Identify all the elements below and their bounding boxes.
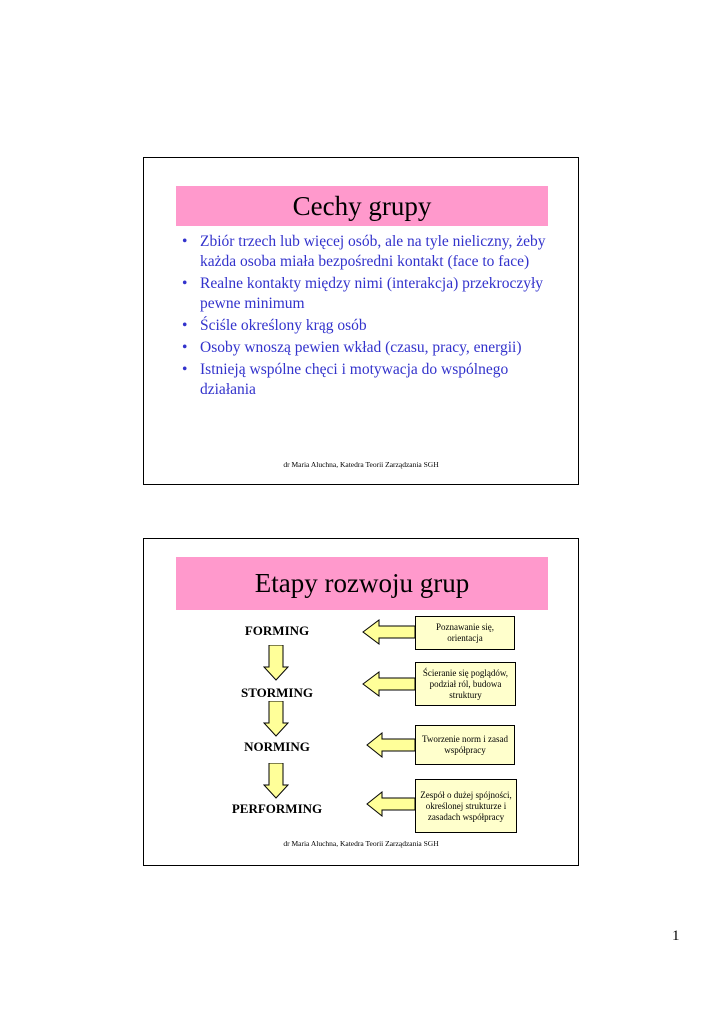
stage-forming: FORMING <box>244 623 310 638</box>
bullet-text: Istnieją wspólne chęci i motywacja do wspólnego działania <box>200 361 509 398</box>
list-item <box>180 274 560 314</box>
page-number: 1 <box>672 928 680 944</box>
stage-note: Ścieranie się poglądów, podział ról, budowa struktury <box>415 662 516 706</box>
stage-note: Zespół o dużej spójności, określonej strukturze i zasadach współpracy <box>415 779 517 833</box>
down-arrow-icon <box>263 645 289 681</box>
slide-title: Etapy rozwoju grup <box>176 557 548 610</box>
bullet-icon: • <box>182 339 188 356</box>
bullet-text: Realne kontakty między nimi (interakcja) przekroczyły pewne minimum <box>200 275 544 312</box>
stage-note: Poznawanie się, orientacja <box>415 616 515 650</box>
list-item <box>180 338 560 358</box>
left-arrow-icon <box>362 671 416 697</box>
left-arrow-icon <box>362 619 416 645</box>
bullet-list <box>180 232 560 402</box>
stage-norming: NORMING <box>244 739 310 754</box>
stage-storming: STORMING <box>241 685 313 700</box>
bullet-text: Ściśle określony krąg osób <box>200 317 367 334</box>
bullet-icon: • <box>182 233 188 250</box>
bullet-icon: • <box>182 361 188 378</box>
left-arrow-icon <box>366 732 416 758</box>
down-arrow-icon <box>263 763 289 799</box>
down-arrow-icon <box>263 701 289 737</box>
stage-note: Tworzenie norm i zasad współpracy <box>415 725 515 765</box>
slide-footer: dr Maria Aluchna, Katedra Teorii Zarządzania SGH <box>283 460 439 469</box>
left-arrow-icon <box>366 791 416 817</box>
slide-etapy-rozwoju <box>143 538 579 866</box>
list-item <box>180 316 560 336</box>
slide-footer: dr Maria Aluchna, Katedra Teorii Zarządzania SGH <box>283 839 439 848</box>
stage-performing: PERFORMING <box>231 801 323 816</box>
bullet-icon: • <box>182 275 188 292</box>
slide-cechy-grupy <box>143 157 579 485</box>
bullet-text: Osoby wnoszą pewien wkład (czasu, pracy, energii) <box>200 339 522 356</box>
bullet-text: Zbiór trzech lub więcej osób, ale na tyle nieliczny, żeby każda osoba miała bezpośredni kontakt (face to face) <box>200 233 546 270</box>
slide-title: Cechy grupy <box>176 186 548 226</box>
list-item <box>180 360 560 400</box>
bullet-icon: • <box>182 317 188 334</box>
list-item <box>180 232 560 272</box>
